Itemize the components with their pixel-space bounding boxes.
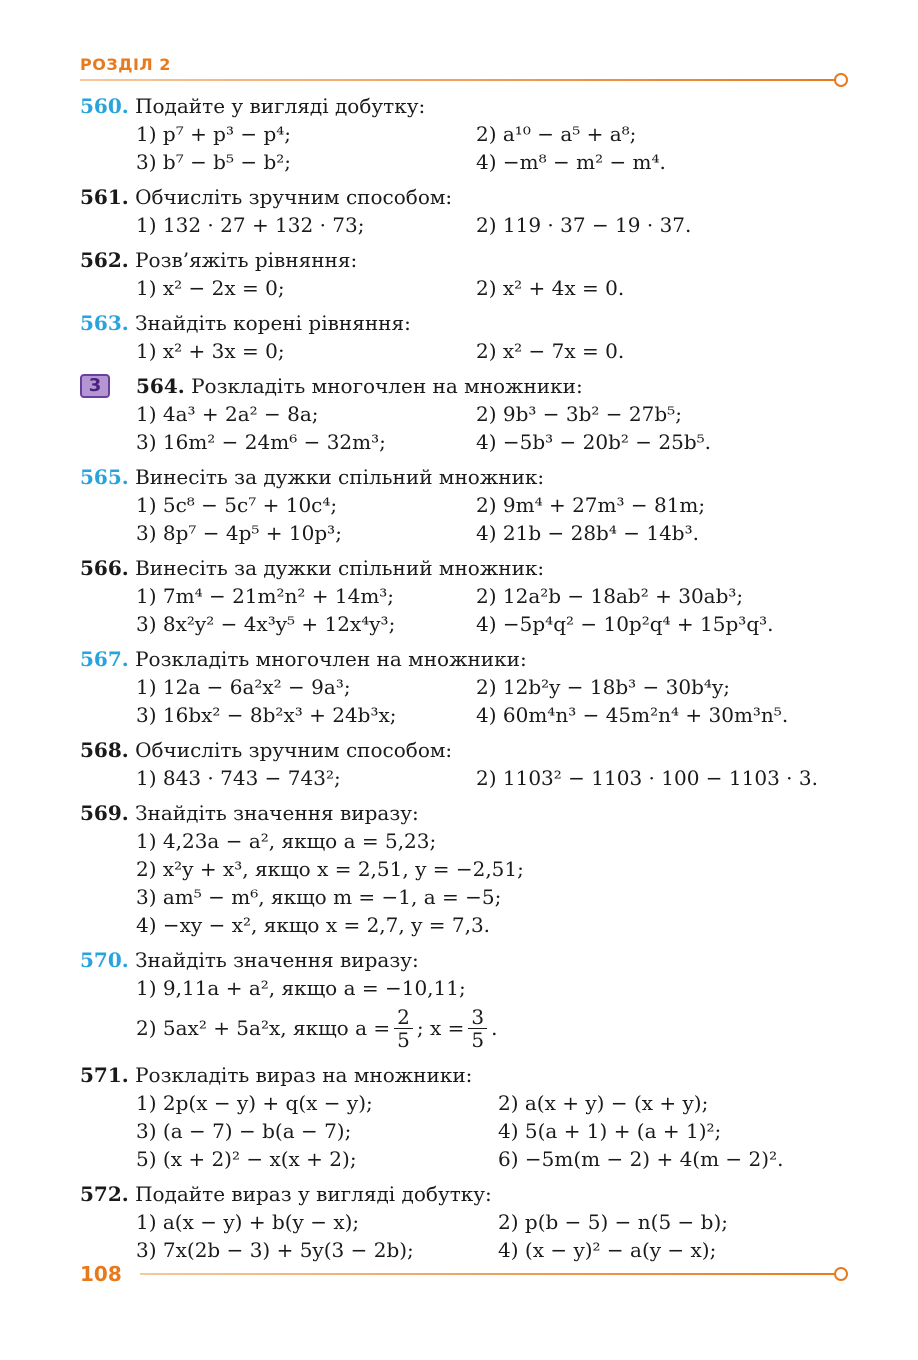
exercise-567 xyxy=(80,645,870,729)
exercise-number: 570. xyxy=(80,948,129,972)
task-item: 2) p(b − 5) − n(5 − b); xyxy=(498,1210,728,1234)
exercise-570 xyxy=(80,946,870,1054)
difficulty-level-badge: 3 xyxy=(80,374,110,398)
task-item: 2) a(x + y) − (x + y); xyxy=(498,1091,709,1115)
task-item: 3) 8x²y² − 4x³y⁵ + 12x⁴y³; xyxy=(136,612,396,636)
task-item: 3) 7x(2b − 3) + 5y(3 − 2b); xyxy=(136,1238,414,1262)
task-item: 2) 12b²y − 18b³ − 30b⁴y; xyxy=(476,675,730,699)
exercise-number: 566. xyxy=(80,556,129,580)
task-item: 4) −5p⁴q² − 10p²q⁴ + 15p³q³. xyxy=(476,612,774,636)
header-rule xyxy=(80,79,835,81)
task-item: 4) −5b³ − 20b² − 25b⁵. xyxy=(476,430,712,454)
exercise-563 xyxy=(80,309,870,365)
task-item: 4) (x − y)² − a(y − x); xyxy=(498,1238,717,1262)
task-item: 3) b⁷ − b⁵ − b²; xyxy=(136,150,292,174)
task-item: 1) 4a³ + 2a² − 8a; xyxy=(136,402,319,426)
fraction-numerator: 2 xyxy=(394,1006,413,1029)
task-text: ; x = xyxy=(416,1016,465,1040)
section-label: РОЗДІЛ 2 xyxy=(80,55,171,74)
exercise-title: Розкладіть многочлен на множники: xyxy=(191,374,583,398)
task-item: 4) −m⁸ − m² − m⁴. xyxy=(476,150,666,174)
task-item: 4) 21b − 28b⁴ − 14b³. xyxy=(476,521,699,545)
exercise-566 xyxy=(80,554,870,638)
fraction xyxy=(394,1006,413,1051)
exercise-number: 563. xyxy=(80,311,129,335)
exercise-title: Розкладіть многочлен на множники: xyxy=(135,647,527,671)
exercise-number: 561. xyxy=(80,185,129,209)
exercise-number: 565. xyxy=(80,465,129,489)
exercise-title: Подайте у вигляді добутку: xyxy=(135,94,426,118)
exercise-title: Обчисліть зручним способом: xyxy=(135,185,453,209)
page-number: 108 xyxy=(80,1262,122,1286)
exercise-title: Винесіть за дужки спільний множник: xyxy=(135,465,545,489)
exercise-title: Знайдіть значення виразу: xyxy=(135,948,419,972)
task-item: 1) 132 · 27 + 132 · 73; xyxy=(136,213,365,237)
task-item: 1) 12a − 6a²x² − 9a³; xyxy=(136,675,351,699)
exercise-571 xyxy=(80,1061,870,1173)
exercise-number: 569. xyxy=(80,801,129,825)
task-text: . xyxy=(491,1016,498,1040)
exercise-number: 564. xyxy=(136,374,185,398)
fraction xyxy=(468,1006,487,1051)
footer-rule-dot xyxy=(834,1267,848,1281)
task-item: 3) 16m² − 24m⁶ − 32m³; xyxy=(136,430,386,454)
exercise-564 xyxy=(80,372,870,456)
exercise-number: 572. xyxy=(80,1182,129,1206)
task-item: 2) 9b³ − 3b² − 27b⁵; xyxy=(476,402,682,426)
task-item: 2) x²y + x³, якщо x = 2,51, y = −2,51; xyxy=(136,857,524,881)
exercise-569 xyxy=(80,799,870,939)
exercise-title: Розв’яжіть рівняння: xyxy=(135,248,358,272)
task-item: 1) 2p(x − y) + q(x − y); xyxy=(136,1091,373,1115)
task-item: 2) 119 · 37 − 19 · 37. xyxy=(476,213,692,237)
task-item: 1) 7m⁴ − 21m²n² + 14m³; xyxy=(136,584,395,608)
exercise-572 xyxy=(80,1180,870,1264)
exercise-title: Подайте вираз у вигляді добутку: xyxy=(135,1182,492,1206)
fraction-denominator: 5 xyxy=(397,1027,410,1052)
exercise-565 xyxy=(80,463,870,547)
task-item: 4) 5(a + 1) + (a + 1)²; xyxy=(498,1119,722,1143)
exercise-number: 560. xyxy=(80,94,129,118)
task-item: 6) −5m(m − 2) + 4(m − 2)². xyxy=(498,1147,784,1171)
task-item: 2) 9m⁴ + 27m³ − 81m; xyxy=(476,493,706,517)
exercise-title: Розкладіть вираз на множники: xyxy=(135,1063,473,1087)
task-item: 1) 843 · 743 − 743²; xyxy=(136,766,341,790)
footer-rule xyxy=(140,1273,835,1275)
task-item: 1) 4,23a − a², якщо a = 5,23; xyxy=(136,829,437,853)
exercise-number: 562. xyxy=(80,248,129,272)
task-item: 3) (a − 7) − b(a − 7); xyxy=(136,1119,352,1143)
task-item: 1) p⁷ + p³ − p⁴; xyxy=(136,122,292,146)
task-item: 2) 1103² − 1103 · 100 − 1103 · 3. xyxy=(476,766,818,790)
task-item: 1) a(x − y) + b(y − x); xyxy=(136,1210,360,1234)
exercise-561 xyxy=(80,183,870,239)
task-item: 3) am⁵ − m⁶, якщо m = −1, a = −5; xyxy=(136,885,502,909)
exercise-568 xyxy=(80,736,870,792)
exercise-number: 568. xyxy=(80,738,129,762)
exercise-title: Винесіть за дужки спільний множник: xyxy=(135,556,545,580)
exercise-title: Знайдіть значення виразу: xyxy=(135,801,419,825)
task-item: 2) x² − 7x = 0. xyxy=(476,339,625,363)
task-item: 3) 8p⁷ − 4p⁵ + 10p³; xyxy=(136,521,342,545)
exercise-list xyxy=(80,92,870,1271)
task-text: 2) 5ax² + 5a²x, якщо a = xyxy=(136,1016,391,1040)
exercise-number: 567. xyxy=(80,647,129,671)
exercise-title: Знайдіть корені рівняння: xyxy=(135,311,411,335)
exercise-number: 571. xyxy=(80,1063,129,1087)
fraction-denominator: 5 xyxy=(471,1027,485,1052)
task-item: 5) (x + 2)² − x(x + 2); xyxy=(136,1147,357,1171)
task-item: 2) x² + 4x = 0. xyxy=(476,276,625,300)
exercise-562 xyxy=(80,246,870,302)
header-rule-dot xyxy=(834,73,848,87)
task-item-fraction xyxy=(136,1002,870,1054)
fraction-numerator: 3 xyxy=(468,1006,487,1029)
task-item: 1) x² − 2x = 0; xyxy=(136,276,285,300)
exercise-560 xyxy=(80,92,870,176)
task-item: 1) 5c⁸ − 5c⁷ + 10c⁴; xyxy=(136,493,338,517)
task-item: 1) 9,11a + a², якщо a = −10,11; xyxy=(136,976,466,1000)
task-item: 1) x² + 3x = 0; xyxy=(136,339,285,363)
task-item: 4) 60m⁴n³ − 45m²n⁴ + 30m³n⁵. xyxy=(476,703,789,727)
task-item: 3) 16bx² − 8b²x³ + 24b³x; xyxy=(136,703,397,727)
exercise-title: Обчисліть зручним способом: xyxy=(135,738,453,762)
task-item: 2) a¹⁰ − a⁵ + a⁸; xyxy=(476,122,637,146)
task-item: 2) 12a²b − 18ab² + 30ab³; xyxy=(476,584,744,608)
task-item: 4) −xy − x², якщо x = 2,7, y = 7,3. xyxy=(136,913,491,937)
